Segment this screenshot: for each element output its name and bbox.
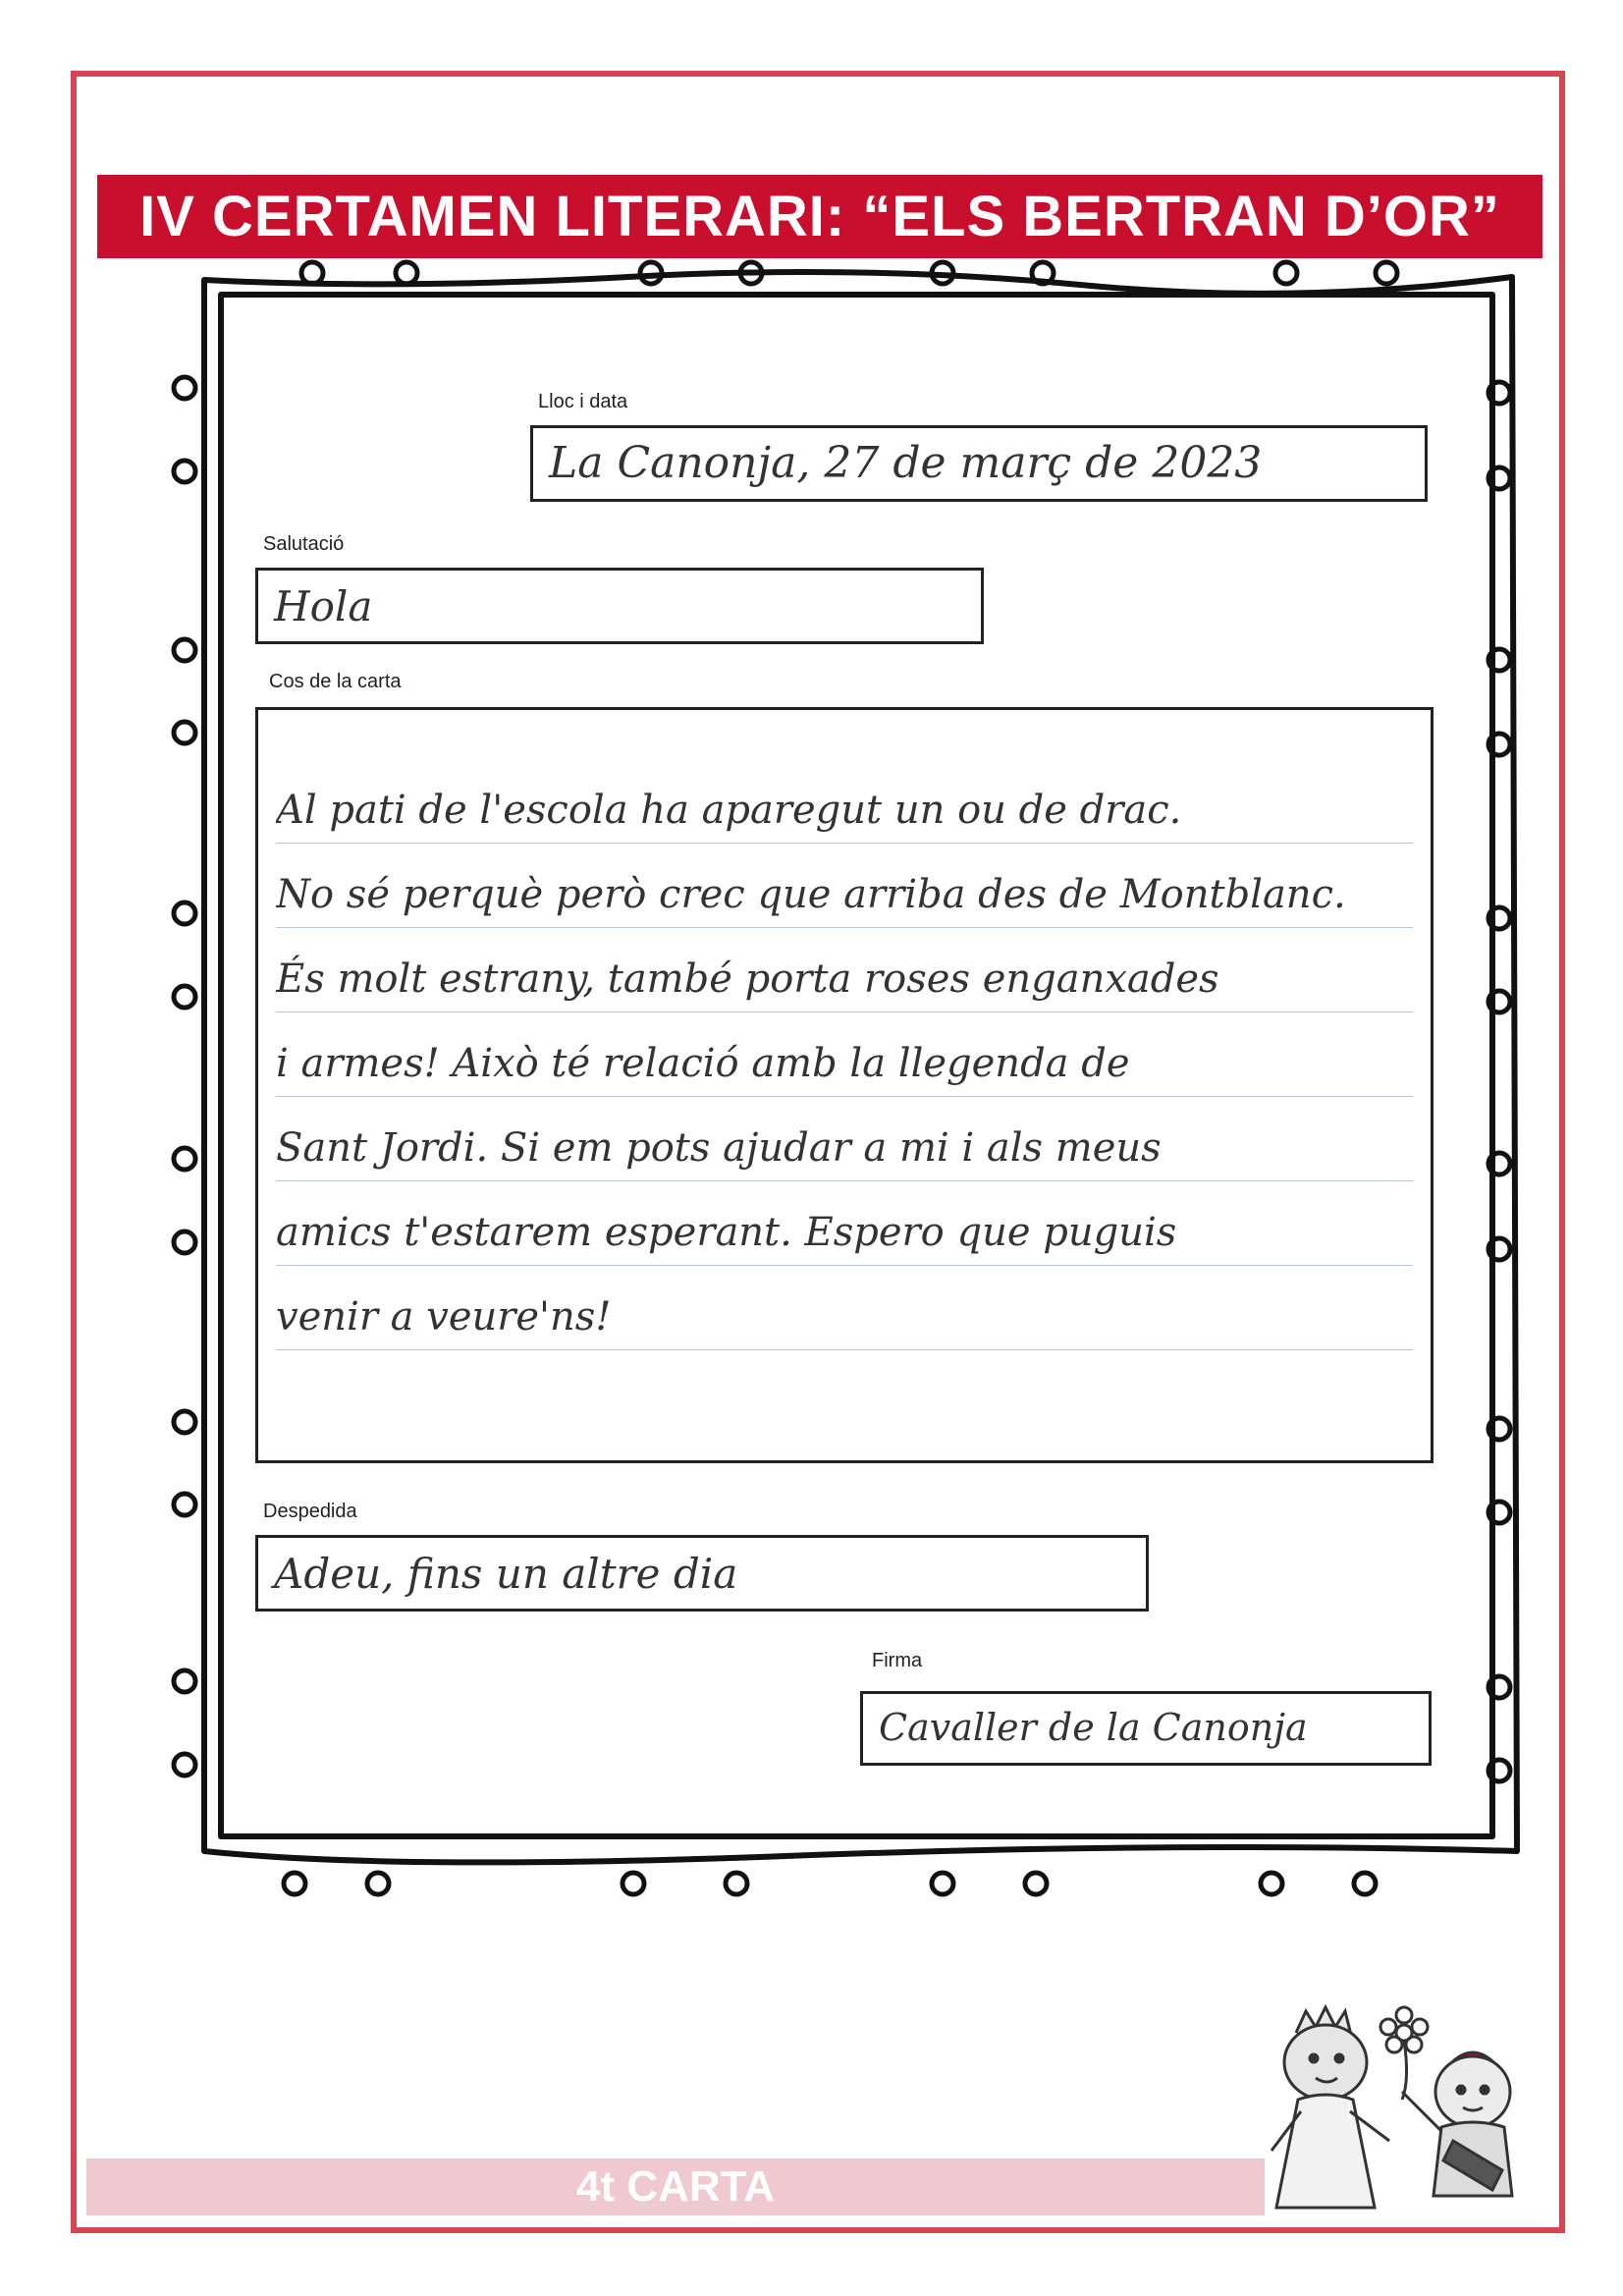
page-title: IV CERTAMEN LITERARI: “ELS BERTRAN D’OR”: [97, 175, 1542, 258]
signature-label: Firma: [872, 1650, 923, 1671]
place-date-value: La Canonja, 27 de març de 2023: [549, 438, 1263, 488]
greeting-field[interactable]: [255, 568, 984, 644]
body-line: i armes! Això té relació amb la llegenda de: [276, 1012, 1413, 1097]
body-line: No sé perquè però crec que arriba des de Montblanc.: [276, 844, 1413, 928]
farewell-label: Despedida: [263, 1501, 357, 1522]
body-line: Al pati de l'escola ha aparegut un ou de drac.: [276, 759, 1413, 844]
signature-field[interactable]: [860, 1691, 1432, 1766]
body-line: Sant Jordi. Si em pots ajudar a mi i als meus: [276, 1097, 1413, 1181]
body-label: Cos de la carta: [269, 671, 402, 692]
signature-value: Cavaller de la Canonja: [879, 1706, 1308, 1749]
greeting-label: Salutació: [263, 533, 345, 555]
body-line: amics t'estarem esperant. Espero que puguis: [276, 1181, 1413, 1266]
farewell-field[interactable]: [255, 1535, 1149, 1612]
place-date-field[interactable]: [530, 425, 1428, 502]
mascots-icon: [1257, 1994, 1542, 2229]
farewell-value: Adeu, fins un altre dia: [274, 1550, 738, 1598]
place-date-label: Lloc i data: [538, 391, 628, 412]
footer-label: 4t CARTA: [86, 2159, 1265, 2215]
body-line: És molt estrany, també porta roses enganxades: [276, 928, 1413, 1012]
letter-body-field[interactable]: [255, 707, 1434, 1463]
greeting-value: Hola: [274, 582, 373, 630]
body-line: venir a veure'ns!: [276, 1266, 1413, 1350]
